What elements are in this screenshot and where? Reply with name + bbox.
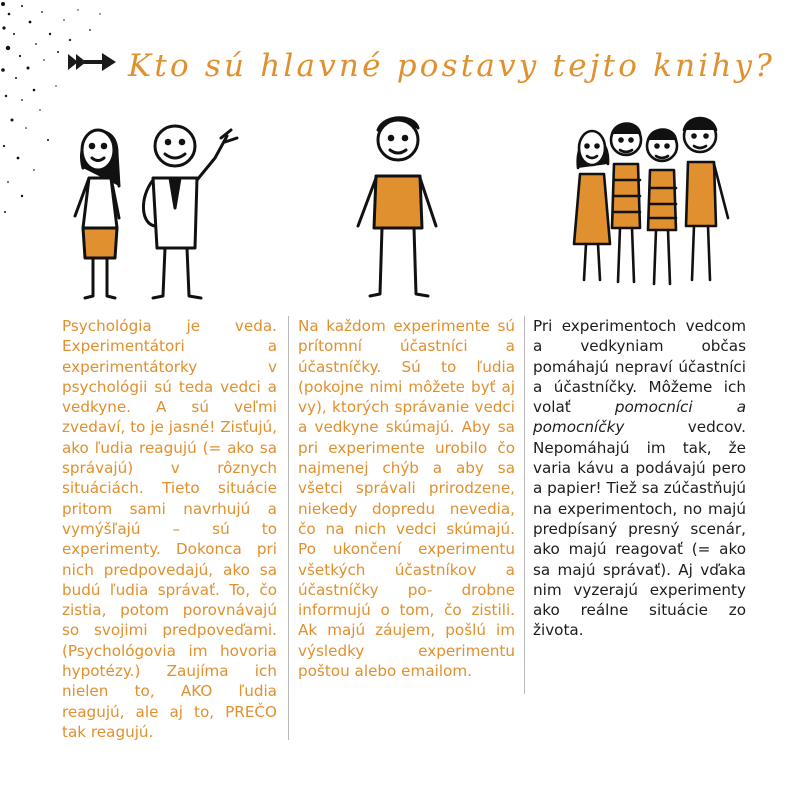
helpers-text-start: Pri experimentoch vedcom a vedkyniam občas pomáhajú nepraví účastníci a účastníčky. Môžeme ich volať	[533, 317, 746, 417]
researchers-couple-illustration	[55, 108, 255, 303]
column-divider	[288, 316, 289, 740]
researchers-column	[62, 316, 277, 742]
helpers-emphasis: pomocníci a pomocníčky	[533, 398, 747, 437]
participant-figure-illustration	[340, 108, 450, 303]
helpers-column	[533, 316, 746, 641]
helpers-group-illustration	[570, 108, 740, 288]
researchers-paragraph: Psychológia je veda. Experimentátori a experimentátorky v psychológii sú teda vedci a vedkyne. A sú veľmi zvedaví, to je jasné! Zisťujú, ako ľudia reagujú (= ako sa správajú) v rôznych situáciách. Tieto situácie pritom sami navrhujú a vymýšľajú – sú to experimenty. Dokonca pri nich predpovedajú, ako sa budú ľudia správať. To, čo zistia, potom porovnávajú so svojimi predpoveďami. (Psychológovia im hovoria hypotézy.) Zaujíma ich nielen to, AKO ľudia reagujú, ale aj to, PREČO tak reagujú.	[62, 317, 277, 741]
double-arrow-right-icon	[66, 50, 118, 74]
column-divider	[524, 316, 525, 694]
participants-paragraph: Na každom experimente sú prítomní účastníci a účastníčky. Sú to ľudia (pokojne nimi môžete byť aj vy), ktorých správanie vedci a vedkyne skúmajú. Aby sa pri experimente urobilo čo najmenej chýb a aby sa všetci správali prirodzene, niekedy dopredu nevedia, čo na nich vedci skúmajú. Po ukončení experimentu všetkých účastníkov a účastníčky po- drobne informujú o tom, čo zistili. Ak majú záujem, pošlú im výsledky experimentu poštou alebo emailom.	[298, 317, 515, 681]
participants-column	[298, 316, 515, 681]
page-title: Kto sú hlavné postavy tejto knihy?	[128, 48, 776, 84]
helpers-paragraph	[533, 316, 746, 641]
helpers-text-end: vedcov. Nepomáhajú im tak, že varia kávu a podávajú pero a papier! Tiež sa zúčastňujú na experimentoch, no majú predpísaný presný scenár, ako majú reagovať (= ako sa majú správať). Aj vďaka nim vyzerajú experimenty ako reálne situácie zo života.	[533, 418, 746, 640]
